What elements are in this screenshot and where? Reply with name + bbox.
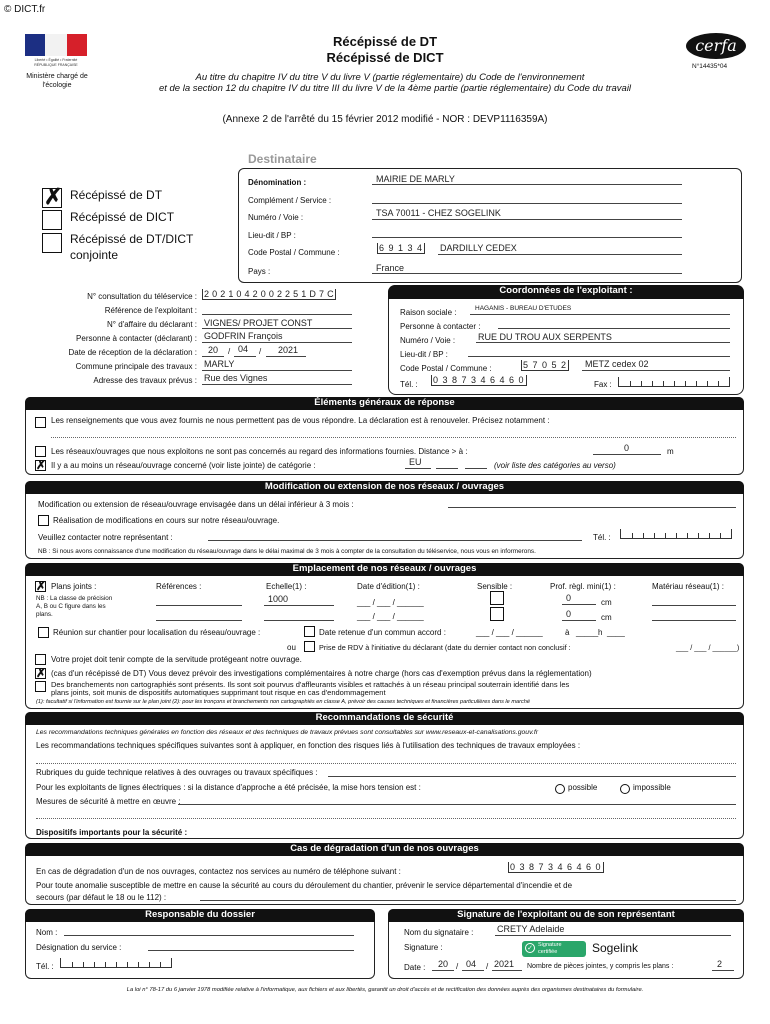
exploitant-heading: Coordonnées de l'exploitant : [388, 285, 744, 299]
degradation-l2: Pour toute anomalie susceptible de mettre en cause la sécurité au cours du déroulement du chantier, prévenir le service départemental d'incendie et de [36, 881, 573, 890]
checkbox-sensible-2[interactable] [490, 607, 504, 621]
cerfa-brand: cerfa [695, 36, 737, 55]
prof-unit-2: cm [601, 613, 612, 622]
footer-text: La loi n° 78-17 du 6 janvier 1978 modifiée relative à l'informatique, aux fichiers et aux libertés, garantit un droit d'accès et de rectification des données auprès des organismes destinataires du formulaire. [126, 987, 644, 993]
securite-l5: Mesures de sécurité à mettre en œuvre : [36, 797, 181, 806]
distance-value[interactable]: 0 [624, 443, 630, 453]
comb-tick [105, 962, 106, 967]
echelle-value[interactable]: 1000 [268, 594, 289, 604]
signature-month[interactable]: 04 [466, 959, 477, 969]
signataire-value[interactable]: CRETY Adelaide [497, 924, 565, 934]
ref-exploitant-label: Référence de l'exploitant : [104, 306, 197, 315]
checkbox-renseignements[interactable] [35, 417, 46, 428]
investigations-label: (cas d'un récépissé de DT) Vous devez prévoir des investigations complémentaires à notre charge (hors cas d'exemption prévus dans la réglementation) [51, 669, 592, 678]
comb-tick [72, 962, 73, 967]
label-recepisse-conjointe: Récépissé de DT/DICT conjointe [70, 232, 194, 262]
comb-tick [665, 533, 666, 538]
prof-unit-1: cm [601, 598, 612, 607]
logo-motto: Liberté • Égalité • Fraternité [34, 58, 78, 62]
comb-tick [696, 381, 697, 386]
commune-travaux-label: Commune principale des travaux : [75, 362, 197, 371]
contact-declarant-value[interactable]: GODFRIN François [204, 331, 283, 341]
possible-label: possible [568, 783, 598, 792]
elements-l2: Les réseaux/ouvrages que nous exploitons ne sont pas concernés au regard des informations fournies. Distance > à : [51, 447, 468, 456]
securite-l6: Dispositifs importants pour la sécurité : [36, 828, 188, 837]
emplacement-footnote: (1): facultatif si l'information est fournie sur le plan joint (2): pour les tronçons et branchements non cartographiés en classe A, prévoir des causes techniques et financières particulières dans le marché [36, 699, 530, 705]
pieces-label: Nombre de pièces jointes, y compris les plans : [527, 963, 674, 970]
elements-heading: Éléments généraux de réponse [25, 397, 744, 410]
securite-l1: Les recommandations techniques générales en fonction des réseaux et des techniques de travaux prévues sont consultables sur www.reseaux-et-canalisations.gouv.fr [36, 729, 538, 736]
checkbox-plans-joints[interactable] [35, 581, 46, 592]
comb-tick [676, 533, 677, 538]
subtitle-2: et de la section 12 du chapitre IV du titre III du livre V de la 4ème partie (partie réglementaire) du Code du travail [158, 83, 632, 94]
comb-tick [116, 962, 117, 967]
checkbox-recepisse-dict[interactable] [42, 210, 62, 230]
comb-tick [709, 533, 710, 538]
title-dict: Récépissé de DICT [326, 50, 444, 65]
edition-label: Date d'édition(1) : [357, 582, 420, 591]
responsable-nom-label: Nom : [36, 928, 58, 937]
branchements-l2: plans joints, soit munis de dispositifs automatiques supprimant tout risque en cas d'endommagement [51, 688, 386, 697]
distance-unit: m [667, 447, 674, 456]
comb-tick [138, 962, 139, 967]
radio-possible[interactable] [555, 784, 565, 794]
emplacement-nb: NB : La classe de précision A, B ou C figure dans les plans. [36, 595, 113, 618]
comb-tick [643, 533, 644, 538]
comb-tick [630, 381, 631, 386]
comb-tick [674, 381, 675, 386]
references-label: Références : [156, 582, 202, 591]
denomination-value[interactable]: MAIRIE DE MARLY [376, 174, 455, 184]
modification-heading: Modification ou extension de nos réseaux / ouvrages [25, 481, 744, 494]
impossible-label: impossible [633, 783, 671, 792]
comb-tick [698, 533, 699, 538]
materiau-label: Matériau réseau(1) : [652, 582, 725, 591]
securite-heading: Recommandations de sécurité [25, 712, 744, 725]
pays-value[interactable]: France [376, 263, 405, 273]
commune-exploitant-value[interactable]: METZ cedex 02 [585, 359, 649, 369]
elements-l3b: (voir liste des catégories au verso) [494, 461, 616, 470]
responsable-designation-label: Désignation du service : [36, 943, 122, 952]
checkbox-branchements[interactable] [35, 681, 46, 692]
numero-exploitant-value[interactable]: RUE DU TROU AUX SERPENTS [478, 332, 612, 342]
tel-exploitant-value[interactable]: 0 3 8 7 3 4 6 4 6 0 [433, 375, 525, 385]
logo-republic: RÉPUBLIQUE FRANÇAISE [34, 63, 78, 67]
comb-tick [720, 533, 721, 538]
copyright-text: © DICT.fr [4, 4, 46, 15]
label-recepisse-dt: Récépissé de DT [70, 188, 163, 202]
radio-impossible[interactable] [620, 784, 630, 794]
checkbox-reseau-concerne[interactable] [35, 460, 46, 471]
responsable-tel-field[interactable] [60, 958, 172, 968]
reunion-a: à [565, 628, 570, 637]
date-reception-month[interactable]: 04 [238, 344, 249, 354]
signature-heading: Signature de l'exploitant ou de son représentant [388, 909, 744, 922]
cp-value[interactable]: 6 9 1 3 4 [379, 243, 424, 253]
destinataire-box [238, 168, 742, 283]
sogelink-logo: Sogelink [592, 941, 639, 955]
rdv-label: Prise de RDV à l'initiative du déclarant (date du dernier contact non conclusif : [319, 643, 571, 652]
cp-label: Code Postal / Commune : [248, 248, 340, 257]
checkbox-non-concernes[interactable] [35, 446, 46, 457]
signature-day[interactable]: 20 [438, 959, 449, 969]
fax-exploitant-field[interactable] [618, 377, 730, 387]
comb-tick [707, 381, 708, 386]
checkbox-rdv[interactable] [304, 641, 315, 652]
checkbox-recepisse-conjointe[interactable] [42, 233, 62, 253]
modif-l2: Réalisation de modifications en cours sur notre réseau/ouvrage. [53, 516, 280, 525]
badge-line2: certifiée [538, 949, 558, 955]
comb-tick [663, 381, 664, 386]
contact-declarant-label: Personne à contacter (déclarant) : [76, 334, 197, 343]
affaire-value[interactable]: VIGNES/ PROJET CONST [204, 318, 313, 328]
lieudit-label: Lieu-dit / BP : [248, 231, 296, 240]
signature-date-label: Date : [404, 963, 426, 972]
prof-value-2[interactable]: 0 [566, 609, 572, 619]
checkbox-sensible-1[interactable] [490, 591, 504, 605]
modif-l1: Modification ou extension de réseau/ouvrage envisagée dans un délai inférieur à 3 mois : [38, 500, 354, 509]
ministry-text: Ministère chargé de l'écologie [26, 73, 88, 89]
degradation-l3: secours (par défaut le 18 ou le 112) : [36, 893, 167, 902]
pays-label: Pays : [248, 267, 271, 276]
elements-l1: Les renseignements que vous avez fournis ne nous permettent pas de vous répondre. La déclaration est à renouveler. Précisez notamment : [51, 416, 550, 425]
reunion-label: Réunion sur chantier pour localisation du réseau/ouvrage : [53, 628, 261, 637]
degradation-heading: Cas de dégradation d'un de nos ouvrages [25, 843, 744, 856]
echelle-label: Echelle(1) : [266, 582, 307, 591]
comb-tick [641, 381, 642, 386]
date-retenue-label: Date retenue d'un commun accord : [319, 628, 446, 637]
date-reception-year[interactable]: 2021 [278, 345, 299, 355]
securite-l4: Pour les exploitants de lignes électriques : si la distance d'approche a été précisée, la mise hors tension est : [36, 783, 421, 792]
comb-tick [685, 381, 686, 386]
checkbox-reunion[interactable] [38, 627, 49, 638]
comb-tick [652, 381, 653, 386]
lieudit-exploitant-label: Lieu-dit / BP : [400, 350, 448, 359]
annexe-text: (Annexe 2 de l'arrêté du 15 février 2012 modifié - NOR : DEVP1116359A) [222, 114, 548, 125]
comb-tick [718, 381, 719, 386]
cp-exploitant-label: Code Postal / Commune : [400, 364, 492, 373]
destinataire-heading: Destinataire [248, 152, 317, 166]
branchements-l1: Des branchements non cartographiés sont présents. Ils sont soit pourvus d'affleurants visibles et rattachés à un réseau principal souterrain identifié dans les [51, 680, 570, 689]
responsable-heading: Responsable du dossier [25, 909, 375, 922]
numero-value[interactable]: TSA 70011 - CHEZ SOGELINK [376, 208, 501, 218]
securite-l3: Rubriques du guide technique relatives à des ouvrages ou travaux spécifiques : [36, 768, 318, 777]
ou-label: ou [287, 643, 296, 652]
comb-tick [632, 533, 633, 538]
modif-tel-field[interactable] [620, 529, 732, 539]
servitude-label: Votre projet doit tenir compte de la servitude protégeant notre ouvrage. [51, 655, 302, 664]
elements-l3: Il y a au moins un réseau/ouvrage concerné (voir liste jointe) de catégorie : [51, 461, 316, 470]
modif-nb: NB : Si nous avons connaissance d'une modification du réseau/ouvrage dans le délai maximal de 3 mois à compter de la consultation du téléservice, nous vous en informerons. [38, 548, 536, 555]
comb-tick [687, 533, 688, 538]
complement-label: Complément / Service : [248, 196, 332, 205]
cerfa-number: N°14435*04 [692, 63, 728, 70]
signature-year[interactable]: 2021 [494, 959, 515, 969]
signataire-label: Nom du signataire : [404, 928, 474, 937]
label-recepisse-dict: Récépissé de DICT [70, 210, 175, 224]
tel-exploitant-label: Tél. : [400, 380, 418, 389]
checkbox-realisation-modif[interactable] [38, 515, 49, 526]
contact-exploitant-label: Personne à contacter : [400, 322, 481, 331]
fax-exploitant-label: Fax : [594, 380, 612, 389]
signature-label: Signature : [404, 943, 443, 952]
categorie-value[interactable]: EU [409, 457, 422, 467]
signature-certified-badge [522, 941, 586, 957]
consultation-num-value[interactable]: 2 0 2 1 0 4 2 0 0 2 2 5 1 D 7 C [204, 289, 334, 299]
pieces-value[interactable]: 2 [717, 959, 723, 969]
degradation-tel-value[interactable]: 0 3 8 7 3 4 6 4 6 0 [510, 862, 602, 872]
date-reception-label: Date de réception de la déclaration : [68, 348, 197, 357]
checkbox-investigations[interactable] [35, 668, 46, 679]
modif-tel-label: Tél. : [593, 533, 611, 542]
numero-exploitant-label: Numéro / Voie : [400, 336, 456, 345]
sensible-label: Sensible : [477, 582, 513, 591]
commune-value[interactable]: DARDILLY CEDEX [440, 243, 517, 253]
comb-tick [83, 962, 84, 967]
modif-l3: Veuillez contacter notre représentant : [38, 533, 173, 542]
checkbox-servitude[interactable] [35, 654, 46, 665]
comb-tick [127, 962, 128, 967]
denomination-label: Dénomination : [248, 178, 307, 187]
affaire-label: N° d'affaire du déclarant : [107, 320, 197, 329]
securite-l2: Les recommandations techniques spécifiques suivantes sont à appliquer, en fonction des risques liés à l'utilisation des techniques de travaux employées : [36, 741, 581, 750]
raison-sociale-value[interactable]: HAGANIS - BUREAU D'ETUDES [475, 305, 572, 312]
reunion-h: h [598, 628, 603, 637]
date-reception-day[interactable]: 20 [208, 345, 219, 355]
responsable-tel-label: Tél. : [36, 962, 54, 971]
title-dt: Récépissé de DT [332, 34, 438, 49]
check-icon: ✓ [525, 943, 535, 953]
prof-label: Prof. règl. mini(1) : [550, 582, 616, 591]
cp-exploitant-value[interactable]: 5 7 0 5 2 [523, 360, 568, 370]
adresse-travaux-label: Adresse des travaux prévus : [93, 376, 197, 385]
numero-label: Numéro / Voie : [248, 213, 304, 222]
checkbox-date-retenue[interactable] [304, 626, 315, 637]
commune-travaux-value[interactable]: MARLY [204, 359, 235, 369]
subtitle-1: Au titre du chapitre IV du titre V du livre V (partie réglementaire) du Code de l'environnement [195, 72, 585, 83]
comb-tick [149, 962, 150, 967]
badge-line1: Signature [538, 942, 562, 948]
comb-tick [94, 962, 95, 967]
prof-value-1[interactable]: 0 [566, 593, 572, 603]
comb-tick [160, 962, 161, 967]
checkbox-recepisse-dt[interactable] [42, 188, 62, 208]
comb-tick [654, 533, 655, 538]
adresse-travaux-value[interactable]: Rue des Vignes [204, 373, 268, 383]
consultation-num-label: N° consultation du téléservice : [87, 292, 197, 301]
degradation-l1: En cas de dégradation d'un de nos ouvrages, contactez nos services au numéro de téléphone suivant : [36, 867, 401, 876]
emplacement-heading: Emplacement de nos réseaux / ouvrages [25, 563, 744, 576]
plans-joints-label: Plans joints : [51, 582, 97, 591]
raison-sociale-label: Raison sociale : [400, 308, 457, 317]
